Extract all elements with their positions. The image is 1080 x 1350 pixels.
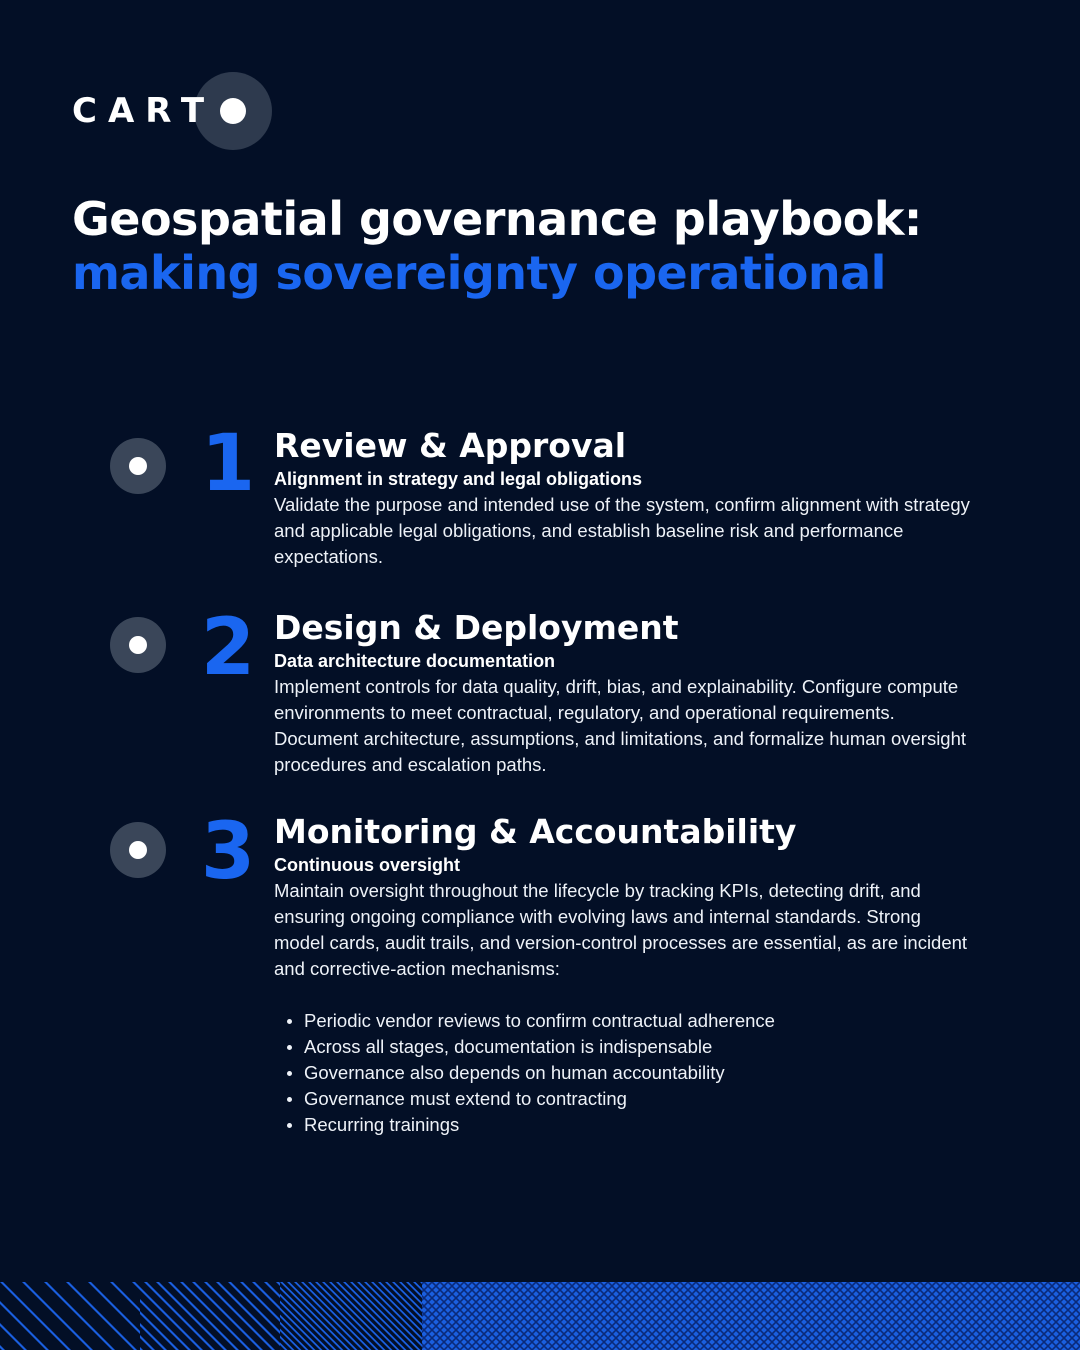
step-text: Validate the purpose and intended use of the system, confirm alignment with strategy and applicable legal obligations, and establish baseline risk and performance expectations. bbox=[274, 494, 970, 567]
step-subheading: Data architecture documentation bbox=[274, 651, 556, 671]
logo-text: CART bbox=[72, 91, 216, 131]
step-heading: Review & Approval bbox=[274, 426, 627, 465]
step-number: 2 bbox=[200, 603, 256, 693]
bullet-list bbox=[274, 1008, 974, 1138]
footer-pattern bbox=[0, 1282, 1080, 1350]
logo-dot bbox=[220, 98, 246, 124]
step-body bbox=[274, 426, 974, 570]
list-item: Governance also depends on human accountability bbox=[304, 1060, 974, 1086]
step-heading: Design & Deployment bbox=[274, 608, 679, 647]
step-heading: Monitoring & Accountability bbox=[274, 812, 797, 851]
step-bullet-icon bbox=[110, 617, 166, 673]
step-body bbox=[274, 812, 974, 1138]
step-text: Implement controls for data quality, drift, bias, and explainability. Configure compute environments to meet contractual, regulatory, and operational requirements. Document architecture, assumptions, and limitations, and formalize human oversight procedures and escalation paths. bbox=[274, 676, 967, 775]
step-number: 3 bbox=[200, 807, 256, 897]
step-text: Maintain oversight throughout the lifecycle by tracking KPIs, detecting drift, and ensuring ongoing compliance with evolving laws and internal standards. Strong model cards, audit trails, and version-control processes are essential, as are incident and corrective-action mechanisms: bbox=[274, 880, 968, 979]
list-item: Governance must extend to contracting bbox=[304, 1086, 974, 1112]
list-item: Across all stages, documentation is indispensable bbox=[304, 1034, 974, 1060]
footer-pattern-graphic bbox=[0, 1282, 1080, 1350]
page-title bbox=[72, 192, 1032, 300]
step-subheading: Alignment in strategy and legal obligations bbox=[274, 469, 643, 489]
title-line-2: making sovereignty operational bbox=[72, 246, 886, 300]
step-bullet-icon bbox=[110, 438, 166, 494]
step-subheading: Continuous oversight bbox=[274, 855, 460, 875]
list-item: Recurring trainings bbox=[304, 1112, 974, 1138]
step-bullet-icon bbox=[110, 822, 166, 878]
list-item: Periodic vendor reviews to confirm contractual adherence bbox=[304, 1008, 974, 1034]
step-body bbox=[274, 608, 974, 778]
step-number: 1 bbox=[200, 419, 256, 509]
title-line-1: Geospatial governance playbook: bbox=[72, 192, 922, 246]
